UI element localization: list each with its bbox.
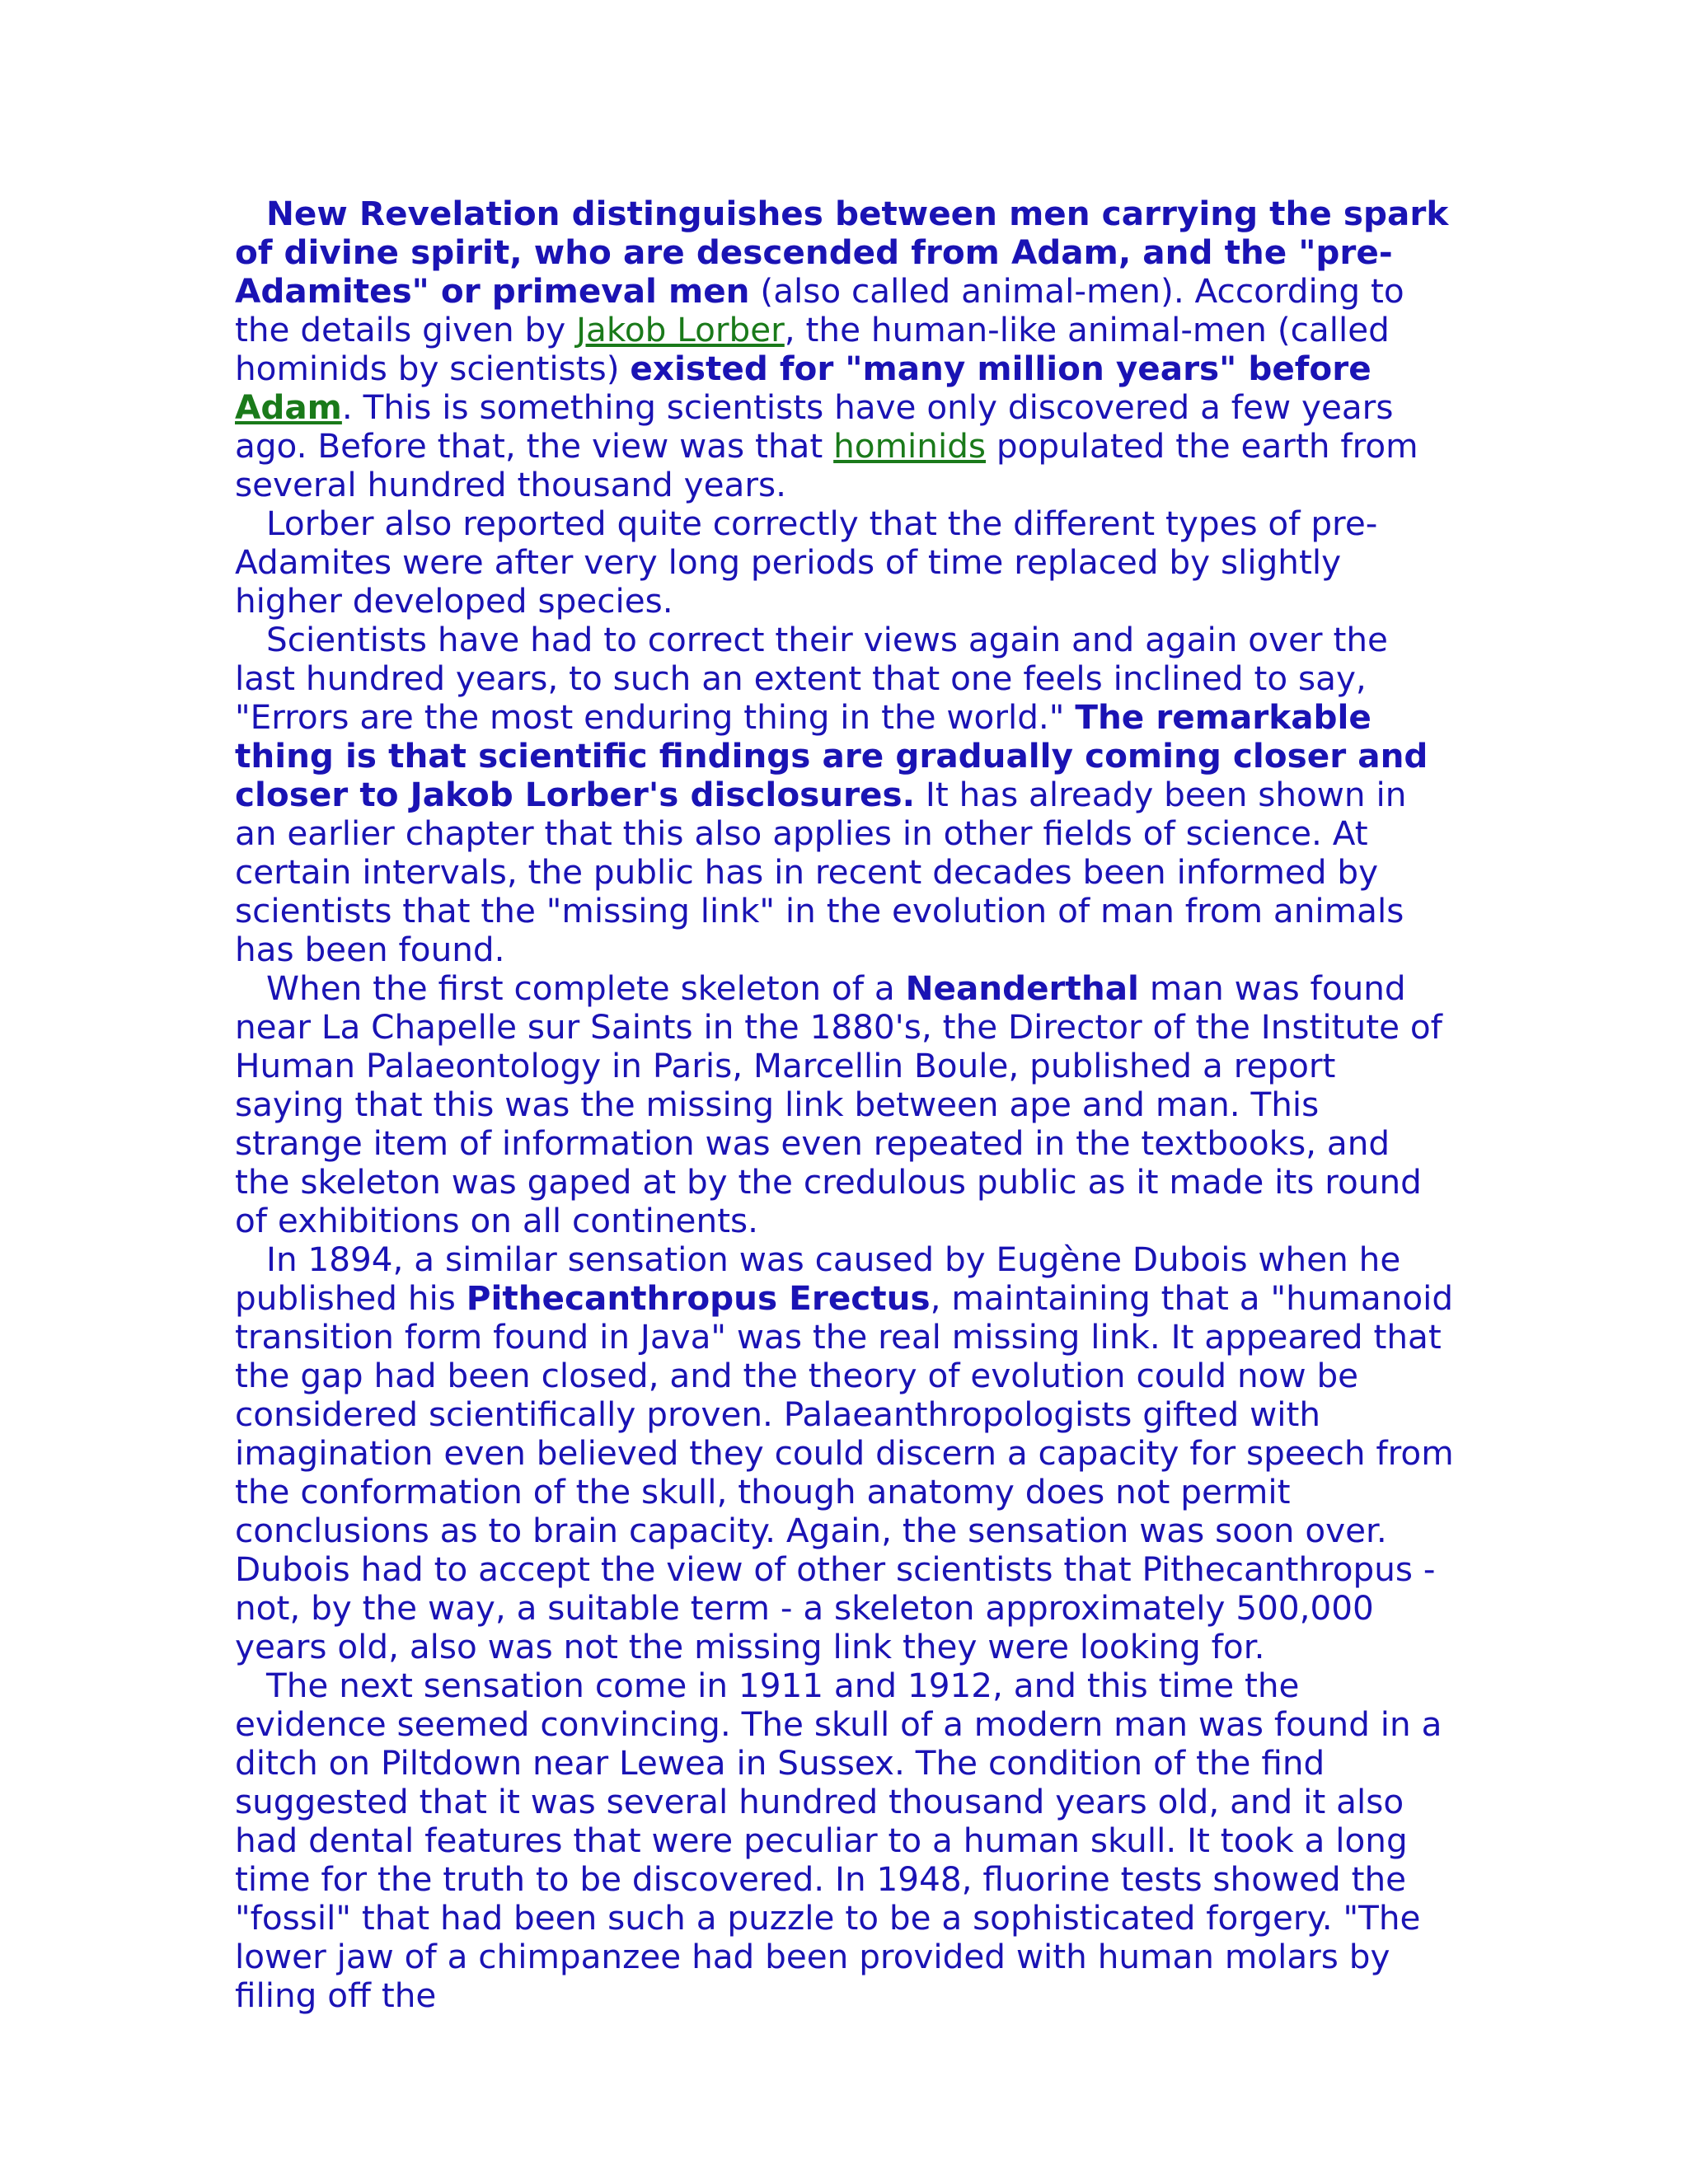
link-jakob-lorber[interactable]: Jakob Lorber <box>576 310 785 349</box>
bold-text: The remarkable thing is that scientific findings are gradually coming closer and closer to Jakob Lorber's disclosures. <box>235 697 1428 814</box>
body-text: Scientists have had to correct their views again and again over the last hundred years, to such an extent that one feels inclined to say, "Errors are the most enduring thing in the world." <box>235 620 1388 737</box>
paragraph-piltdown <box>235 1666 1455 2015</box>
paragraph-pre-adamites <box>235 194 1455 504</box>
paragraph-neanderthal <box>235 969 1455 1240</box>
paragraph-pithecanthropus <box>235 1240 1455 1666</box>
paragraph-lorber-species <box>235 504 1455 621</box>
link-adam[interactable]: Adam <box>235 387 342 427</box>
bold-text: New Revelation distinguishes between men carrying the spark of divine spirit, who are descended from Adam, and the "pre-Adamites" or primeval men <box>235 194 1449 311</box>
body-text: . This is something scientists have only discovered a few years ago. Before that, the view was that <box>235 387 1394 466</box>
bold-text: Pithecanthropus Erectus <box>466 1278 931 1318</box>
paragraph-scientists-errors <box>235 621 1455 969</box>
link-hominids[interactable]: hominids <box>833 426 987 466</box>
bold-text: Neanderthal <box>905 968 1139 1008</box>
bold-text: existed for "many million years" before <box>630 349 1372 388</box>
body-text: , maintaining that a "humanoid transition form found in Java" was the real missing link. It appeared that the gap had been closed, and the theory of evolution could now be considered scientifically proven. Palaeanthropologists gifted with imagination even believed they could discern a capacity for speech from the conformation of the skull, though anatomy does not permit conclusions as to brain capacity. Again, the sensation was soon over. Dubois had to accept the view of other scientists that Pithecanthropus - not, by the way, a suitable term - a skeleton approximately 500,000 years old, also was not the missing link they were looking for. <box>235 1278 1454 1666</box>
body-text: In 1894, a similar sensation was caused by Eugène Dubois when he published his <box>235 1240 1401 1318</box>
body-text: (also called animal-men). According to the details given by <box>235 271 1404 349</box>
body-text: man was found near La Chapelle sur Saints in the 1880's, the Director of the Institute of Human Palaeontology in Paris, Marcellin Boule, published a report saying that this was the missing link between ape and man. This strange item of information was even repeated in the textbooks, and the skeleton was gaped at by the credulous public as it made its round of exhibitions on all continents. <box>235 968 1442 1240</box>
body-text: , the human-like animal-men (called hominids by scientists) <box>235 310 1390 388</box>
body-text: When the first complete skeleton of a <box>266 968 906 1008</box>
body-text: populated the earth from several hundred thousand years. <box>235 426 1418 504</box>
body-text: The next sensation come in 1911 and 1912, and this time the evidence seemed convincing. The skull of a modern man was found in a ditch on Piltdown near Lewea in Sussex. The condition of the find suggested that it was several hundred thousand years old, and it also had dental features that were peculiar to a human skull. It took a long time for the truth to be discovered. In 1948, fluorine tests showed the "fossil" that had been such a puzzle to be a sophisticated forgery. "The lower jaw of a chimpanzee had been provided with human molars by filing off the <box>235 1666 1442 2015</box>
document-page <box>235 194 1455 2015</box>
body-text: Lorber also reported quite correctly that the different types of pre-Adamites were after very long periods of time replaced by slightly higher developed species. <box>235 504 1378 621</box>
body-text: It has already been shown in an earlier chapter that this also applies in other fields of science. At certain intervals, the public has in recent decades been informed by scientists that the "missing link" in the evolution of man from animals has been found. <box>235 775 1407 969</box>
